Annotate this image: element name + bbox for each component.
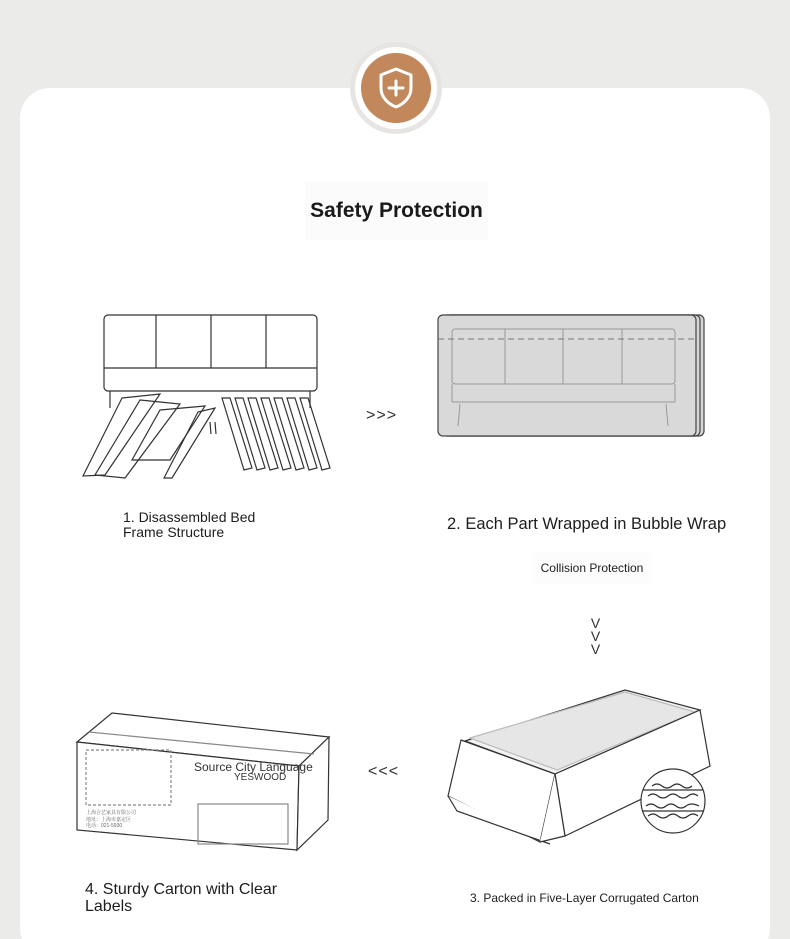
- svg-text:上海合艺家具有限公司: 上海合艺家具有限公司: [86, 810, 137, 816]
- bubble-wrap-illustration: [436, 312, 708, 440]
- svg-text:地址：上海市嘉定区: 地址：上海市嘉定区: [86, 817, 132, 823]
- arrow-left: <<<: [368, 763, 400, 780]
- arrow-down: V V V: [590, 615, 602, 657]
- labeled-carton-illustration: [74, 710, 334, 855]
- step-2-caption: 2. Each Part Wrapped in Bubble Wrap: [447, 515, 727, 533]
- corrugated-carton-illustration: [445, 686, 715, 846]
- disassembled-bed-illustration: [80, 310, 340, 485]
- svg-text:电话：021-5930: 电话：021-5930: [86, 823, 123, 829]
- carton-brand-label: Source City Language YESWOOD: [194, 760, 313, 783]
- page-title: Safety Protection: [305, 182, 488, 240]
- step-4-caption: 4. Sturdy Carton with Clear Labels: [85, 881, 278, 915]
- step-3-caption: 3. Packed in Five-Layer Corrugated Carton: [470, 891, 699, 905]
- shield-plus-icon: [376, 66, 416, 110]
- badge: [350, 42, 442, 134]
- collision-protection-label: Collision Protection: [532, 552, 652, 584]
- arrow-right: >>>: [366, 407, 398, 424]
- step-1-caption: 1. Disassembled Bed Frame Structure: [123, 509, 256, 540]
